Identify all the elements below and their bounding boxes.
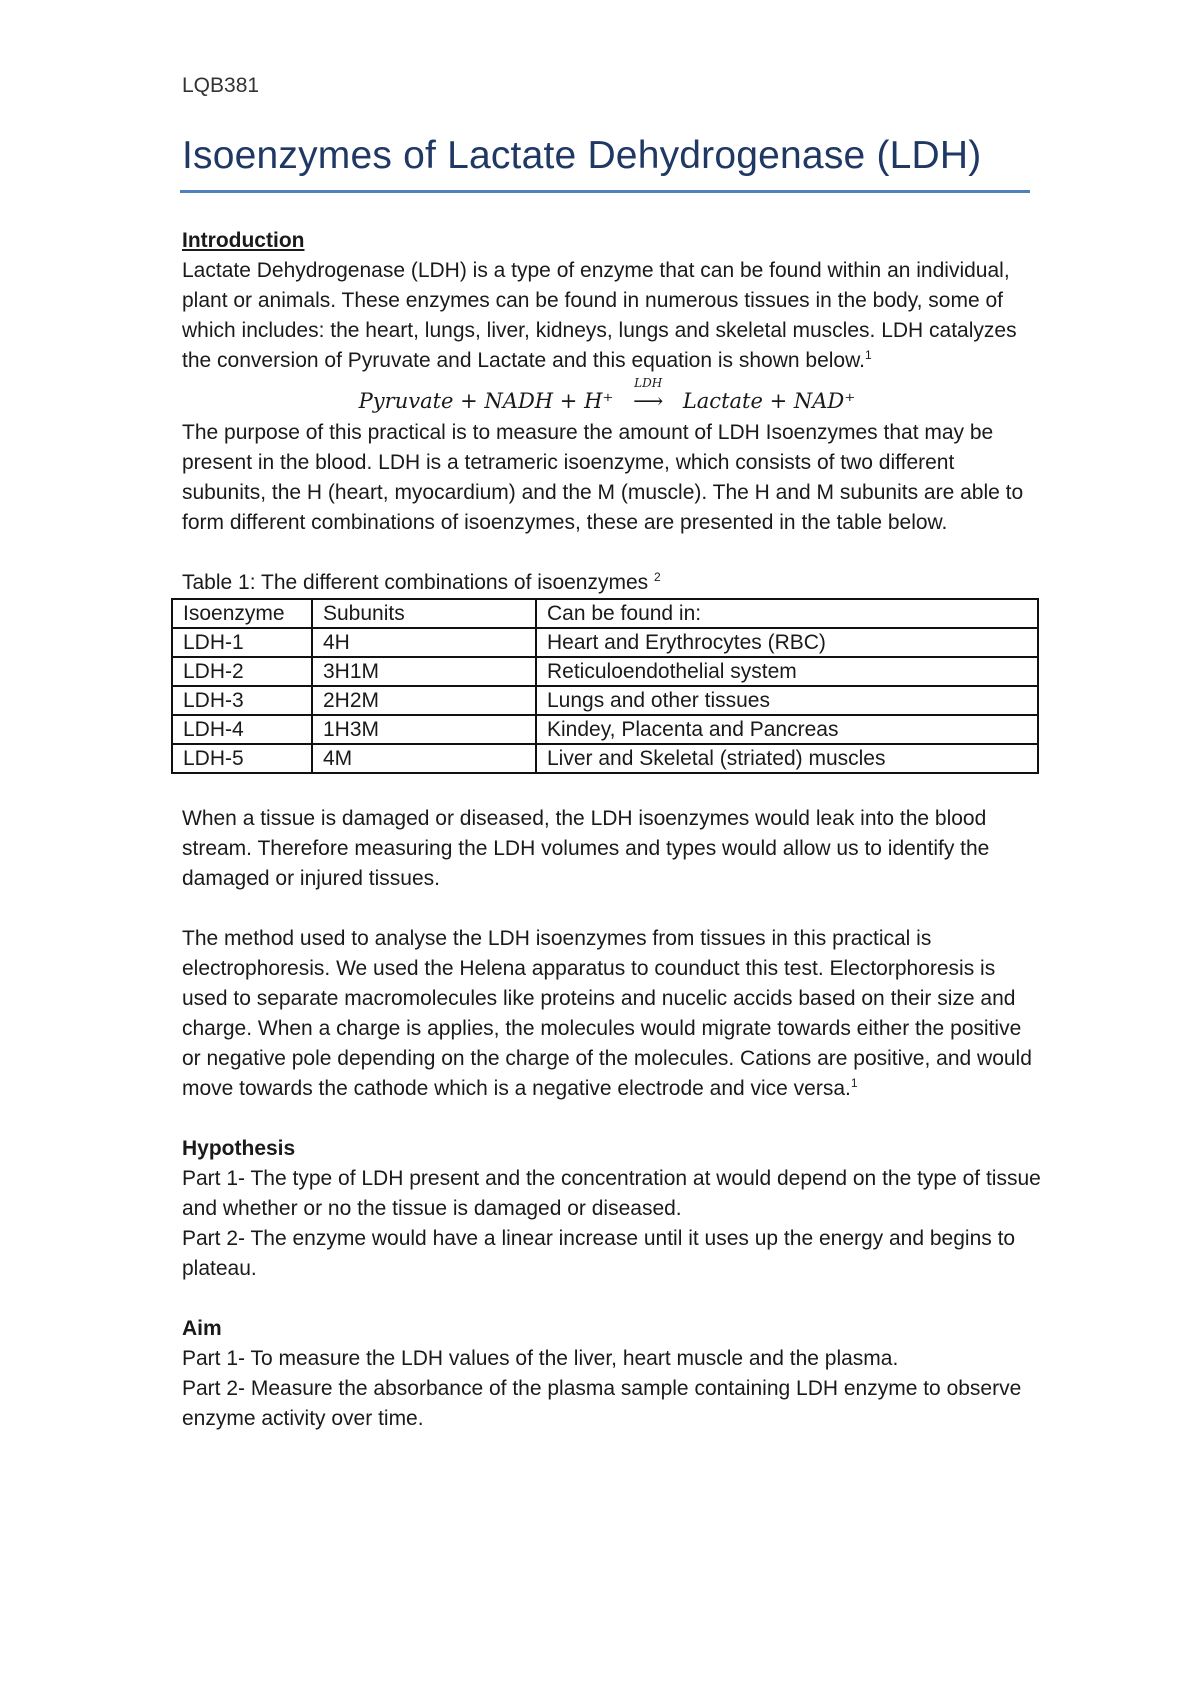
footnote-ref: 2 (654, 570, 661, 584)
reaction-arrow (620, 376, 676, 416)
title-underline (180, 190, 1030, 193)
footnote-ref: 1 (864, 348, 872, 362)
aim-part-1: Part 1- To measure the LDH values of the liver, heart muscle and the plasma. (182, 1347, 899, 1370)
table-cell: 4H (312, 628, 536, 657)
table-cell: LDH-2 (172, 657, 312, 686)
table-cell: Reticuloendothelial system (536, 657, 1038, 686)
table-cell: 3H1M (312, 657, 536, 686)
arrow-label: LDH (634, 376, 663, 390)
table-header-row (172, 599, 1038, 628)
table-cell: LDH-3 (172, 686, 312, 715)
arrow-icon: ⟶ (633, 389, 664, 413)
table-cell: Liver and Skeletal (striated) muscles (536, 744, 1038, 773)
table-cell: Lungs and other tissues (536, 686, 1038, 715)
purpose-paragraph: The purpose of this practical is to measure the amount of LDH Isoenzymes that may be present in the blood. LDH is a tetrameric isoenzyme, which consists of two different subunits, the H (heart, myocardium) and the M (muscle). The H and M subunits are able to form different combinations of isoenzymes, these are presented in the table below. (182, 421, 1024, 534)
leakage-paragraph: When a tissue is damaged or diseased, the LDH isoenzymes would leak into the blood stream. Therefore measuring the LDH volumes and types would allow us to identify the damaged or injured tissues. (182, 807, 990, 890)
introduction-heading: Introduction (182, 229, 305, 252)
hypothesis-part-2: Part 2- The enzyme would have a linear increase until it uses up the energy and begins to plateau. (182, 1227, 1016, 1280)
table-cell: Kindey, Placenta and Pancreas (536, 715, 1038, 744)
header-cell: Subunits (312, 599, 536, 628)
table-row (172, 657, 1038, 686)
table-cell: Heart and Erythrocytes (RBC) (536, 628, 1038, 657)
equation-products: Lactate + NAD⁺ (682, 389, 856, 413)
header-cell: Can be found in: (536, 599, 1038, 628)
introduction-text: Lactate Dehydrogenase (LDH) is a type of enzyme that can be found within an individual, plant or animals. These enzymes can be found in numerous tissues in the body, some of which includes: the heart, lungs, liver, kidneys, lungs and skeletal muscles. LDH catalyzes the conversion of Pyruvate and Lactate and this equation is shown below. (182, 259, 1017, 372)
document-title: Isoenzymes of Lactate Dehydrogenase (LDH) (182, 134, 982, 177)
table-row (172, 715, 1038, 744)
table-cell: 4M (312, 744, 536, 773)
reaction-equation (172, 376, 1042, 418)
isoenzyme-table (171, 598, 1039, 774)
table-row (172, 686, 1038, 715)
header-cell: Isoenzyme (172, 599, 312, 628)
table-cell: LDH-4 (172, 715, 312, 744)
equation-reactants: Pyruvate + NADH + H⁺ (358, 389, 614, 413)
method-paragraph (182, 924, 1042, 1104)
table-row (172, 744, 1038, 773)
footnote-ref: 1 (850, 1076, 858, 1090)
table-cell: LDH-5 (172, 744, 312, 773)
table-row (172, 628, 1038, 657)
table-cell: 2H2M (312, 686, 536, 715)
table-cell: LDH-1 (172, 628, 312, 657)
aim-heading: Aim (182, 1317, 222, 1340)
course-code: LQB381 (182, 74, 260, 97)
hypothesis-heading: Hypothesis (182, 1137, 296, 1160)
table-caption-text: Table 1: The different combinations of isoenzymes (182, 571, 649, 594)
hypothesis-part-1: Part 1- The type of LDH present and the concentration at would depend on the type of tissue and whether or no the tissue is damaged or diseased. (182, 1167, 1041, 1220)
table-caption (182, 568, 1042, 598)
document-body (182, 226, 1042, 1434)
aim-part-2: Part 2- Measure the absorbance of the plasma sample containing LDH enzyme to observe enzyme activity over time. (182, 1377, 1022, 1430)
method-text: The method used to analyse the LDH isoenzymes from tissues in this practical is electrophoresis. We used the Helena apparatus to counduct this test. Electorphoresis is used to separate macromolecules like proteins and nucelic accids based on their size and charge. When a charge is applies, the molecules would migrate towards either the positive or negative pole depending on the charge of the molecules. Cations are positive, and would move towards the cathode which is a negative electrode and vice versa. (182, 927, 1032, 1100)
table-cell: 1H3M (312, 715, 536, 744)
introduction-paragraph (182, 256, 1042, 376)
